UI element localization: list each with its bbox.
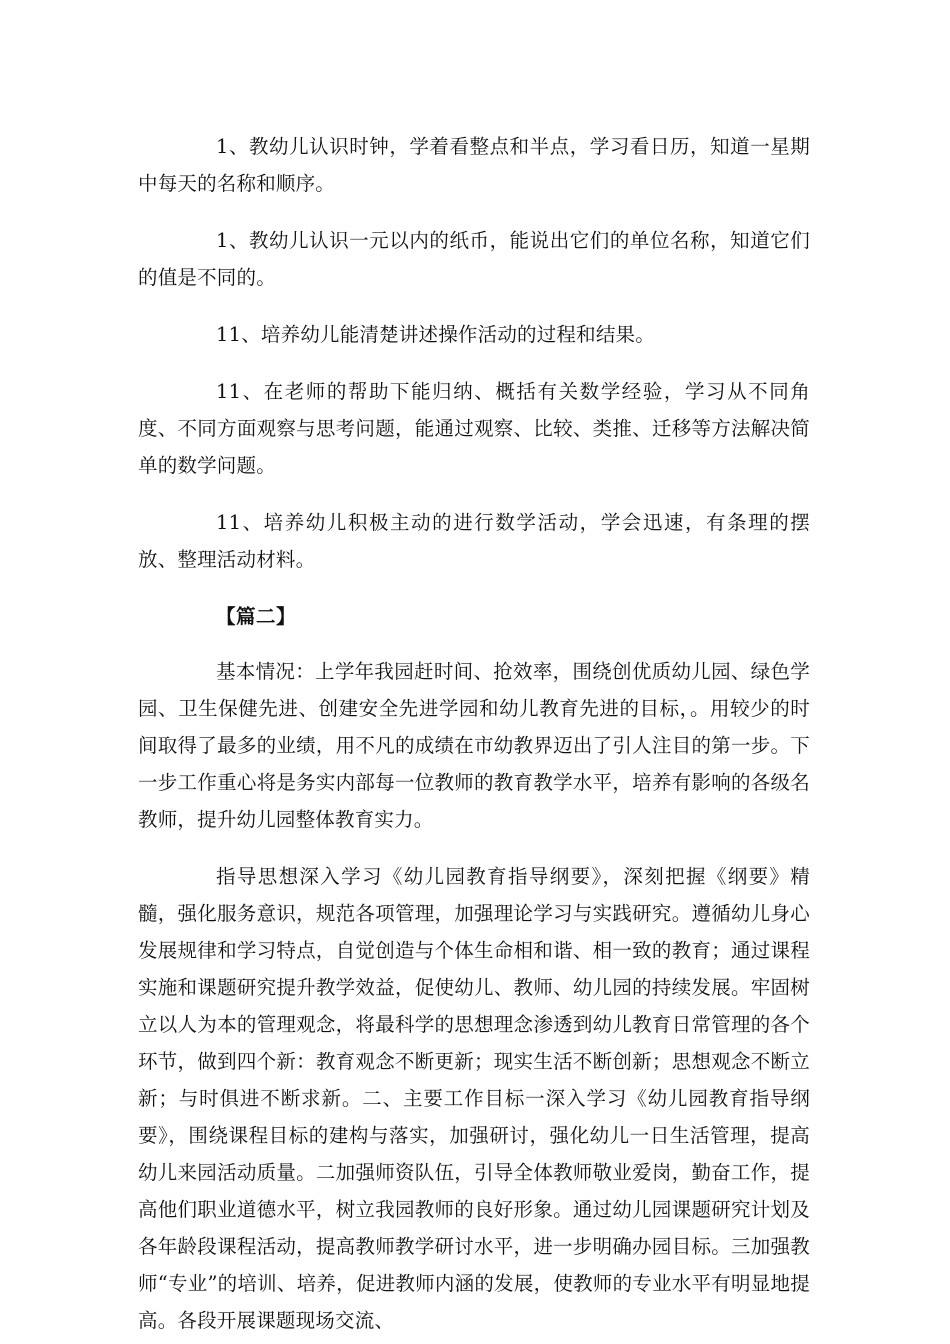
paragraph-active-participation: 11、培养幼儿积极主动的进行数学活动，学会迅速，有条理的摆放、整理活动材料。 [138,511,810,571]
section-heading: 【篇二】 [216,605,297,628]
paragraph-math-experience: 11、在老师的帮助下能归纳、概括有关数学经验，学习从不同角度、不同方面观察与思考问题，能通过观察、比较、类推、迁移等方法解决简单的数学问题。 [138,380,810,477]
paragraph-clock-calendar: 1、教幼儿认识时钟，学着看整点和半点，学习看日历，知道一星期中每天的名称和顺序。 [138,135,810,195]
document-body [138,128,810,1339]
paragraph-paper-money: 1、教幼儿认识一元以内的纸币，能说出它们的单位名称，知道它们的值是不同的。 [138,229,810,289]
paragraph-describe-activity: 11、培养幼儿能清楚讲述操作活动的过程和结果。 [216,323,655,346]
paragraph-guiding-ideology: 指导思想深入学习《幼儿园教育指导纲要》，深刻把握《纲要》精髓，强化服务意识，规范各项管理，加强理论学习与实践研究。遵循幼儿身心发展规律和学习特点，自觉创造与个体生命相和谐、相一致的教育；通过课程实施和课题研究提升教学效益，促使幼儿、教师、幼儿园的持续发展。牢固树立以人为本的管理观念，将最科学的思想理念渗透到幼儿教育日常管理的各个环节，做到四个新：教育观念不断更新；现实生活不断创新；思想观念不断立新；与时俱进不断求新。二、主要工作目标一深入学习《幼儿园教育指导纲要》，围绕课程目标的建构与落实，加强研讨，强化幼儿一日生活管理，提高幼儿来园活动质量。二加强师资队伍，引导全体教师敬业爱岗，勤奋工作，提高他们职业道德水平，树立我园教师的良好形象。通过幼儿园课题研究计划及各年龄段课程活动，提高教师教学研讨水平，进一步明确办园目标。三加强教师“专业”的培训、培养，促进教师内涵的发展，使教师的专业水平有明显地提高。各段开展课题现场交流、 [138,865,810,1332]
paragraph-basic-situation: 基本情况：上学年我园赶时间、抢效率，围绕创优质幼儿园、绿色学园、卫生保健先进、创建安全先进学园和幼儿教育先进的目标，。用较少的时间取得了最多的业绩，用不凡的成绩在市幼教界迈出了引人注目的第一步。下一步工作重心将是务实内部每一位教师的教育教学水平，培养有影响的各级名教师，提升幼儿园整体教育实力。 [138,660,810,831]
